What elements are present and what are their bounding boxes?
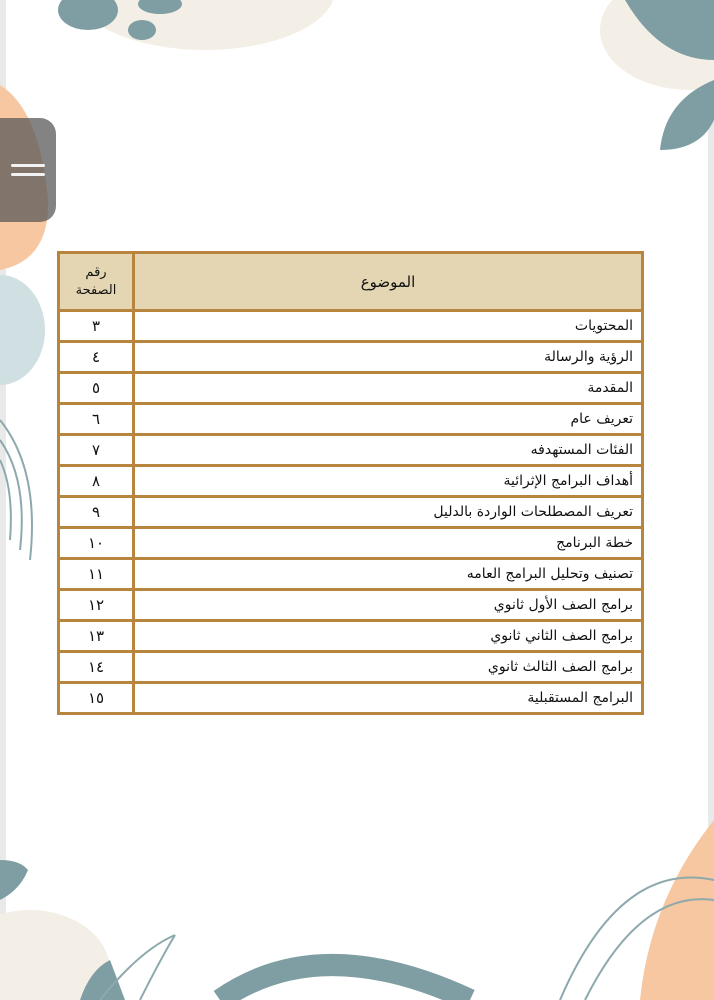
topic-cell: تصنيف وتحليل البرامج العامه [134,559,643,590]
table-row [59,528,643,559]
page-cell: ٦ [59,404,134,435]
page-cell: ١٣ [59,621,134,652]
page-cell: ١٤ [59,652,134,683]
teal-blob-top-2 [128,20,156,40]
topic-cell: تعريف عام [134,404,643,435]
topic-cell: الفئات المستهدفه [134,435,643,466]
menu-button[interactable] [0,118,56,222]
teal-leaf-top-right-2 [660,80,714,150]
header-topic: الموضوع [134,253,643,311]
table-row [59,559,643,590]
page-cell: ٨ [59,466,134,497]
table-row [59,342,643,373]
hamburger-icon [11,158,45,182]
page-cell: ٥ [59,373,134,404]
table-of-contents [57,251,644,715]
header-page-number: رقم الصفحة [59,253,134,311]
table-row [59,311,643,342]
table-row [59,652,643,683]
peach-blob-bottom-right [640,820,714,1000]
table-row [59,497,643,528]
table-row [59,373,643,404]
topic-cell: المحتويات [134,311,643,342]
page-cell: ٩ [59,497,134,528]
topic-cell: برامج الصف الأول ثانوي [134,590,643,621]
table-row [59,466,643,497]
page-cell: ١٢ [59,590,134,621]
topic-cell: برامج الصف الثالث ثانوي [134,652,643,683]
page-cell: ٤ [59,342,134,373]
table-row [59,683,643,714]
arc-left-3 [0,460,11,540]
topic-cell: خطة البرنامج [134,528,643,559]
table-row [59,404,643,435]
topic-cell: برامج الصف الثاني ثانوي [134,621,643,652]
topic-cell: تعريف المصطلحات الواردة بالدليل [134,497,643,528]
blue-blob-left [0,275,45,385]
topic-cell: المقدمة [134,373,643,404]
page-cell: ٧ [59,435,134,466]
page-cell: ١٠ [59,528,134,559]
page-cell: ١١ [59,559,134,590]
page-cell: ١٥ [59,683,134,714]
topic-cell: الرؤية والرسالة [134,342,643,373]
table-row [59,590,643,621]
topic-cell: البرامج المستقبلية [134,683,643,714]
teal-leaf-bottom-left [0,860,28,900]
topic-cell: أهداف البرامج الإثرائية [134,466,643,497]
table-row [59,435,643,466]
page-cell: ٣ [59,311,134,342]
table-header-row [59,253,643,311]
teal-arc-bottom [220,965,470,1000]
table-row [59,621,643,652]
arc-left-1 [0,420,32,560]
